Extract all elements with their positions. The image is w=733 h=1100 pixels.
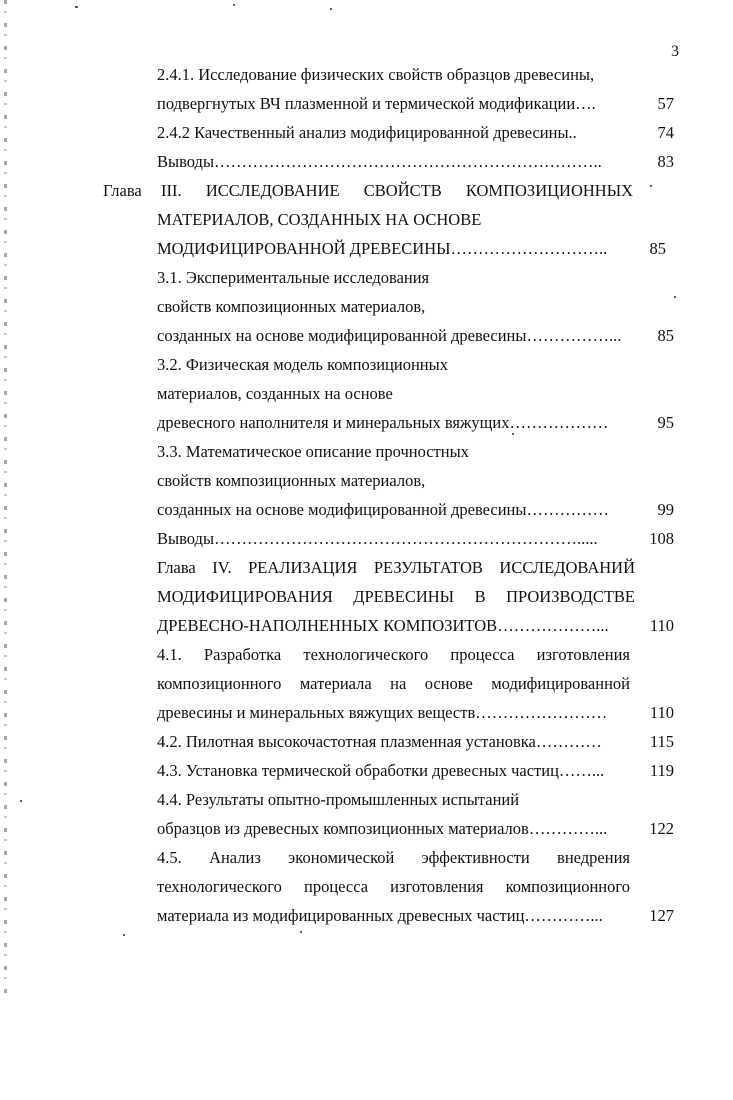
toc-entry-text: Выводы…………………………………………………………….. [157, 152, 602, 171]
toc-line [157, 495, 674, 524]
toc-entry-text: 4.3. Установка термической обработки древесных частиц……... [157, 761, 605, 780]
toc-entry-text: древесины и минеральных вяжущих веществ…………………… [157, 703, 608, 722]
toc-entry-text: технологического процесса изготовления композиционного [157, 877, 630, 896]
toc-page-number: 115 [649, 732, 674, 751]
toc-page-number: 74 [657, 123, 674, 142]
toc-entry-text: 4.2. Пилотная высокочастотная плазменная установка………… [157, 732, 602, 751]
scan-edge-artifact [4, 0, 7, 1000]
toc-entry-text: Глава IV. РЕАЛИЗАЦИЯ РЕЗУЛЬТАТОВ ИССЛЕДОВАНИЙ [157, 558, 635, 577]
toc-page-number: 108 [649, 529, 674, 548]
toc-line [157, 350, 635, 379]
toc-page-number: 110 [649, 616, 674, 635]
toc-entry-text: 3.1. Экспериментальные исследования [157, 268, 430, 287]
toc-line [157, 640, 630, 669]
toc-entry-text: 4.5. Анализ экономической эффективности внедрения [157, 848, 630, 867]
toc-line [157, 466, 635, 495]
toc-entry-text: III. ИССЛЕДОВАНИЕ СВОЙСТВ КОМПОЗИЦИОННЫХ [161, 181, 633, 200]
toc-entry-text: материалов, созданных на основе [157, 384, 393, 403]
toc-entry-text: 2.4.1. Исследование физических свойств образцов древесины, [157, 65, 595, 84]
toc-entry-text: подвергнутых ВЧ плазменной и термической модификации…. [157, 94, 596, 113]
toc-line [157, 321, 674, 350]
toc-page-number: 99 [657, 500, 674, 519]
chapter-label: Глава [103, 181, 142, 200]
toc-line [157, 756, 674, 785]
toc-line [157, 147, 674, 176]
toc-entry-text: материала из модифицированных древесных частиц…………... [157, 906, 603, 925]
toc-line [157, 698, 674, 727]
toc-entry-text: 4.4. Результаты опытно-промышленных испытаний [157, 790, 520, 809]
toc-line [157, 408, 674, 437]
toc-line [157, 234, 674, 263]
toc-page-number: 110 [649, 703, 674, 722]
toc-entry-text: МОДИФИЦИРОВАНИЯ ДРЕВЕСИНЫ В ПРОИЗВОДСТВЕ [157, 587, 635, 606]
toc-line [157, 727, 674, 756]
toc-page-number: 119 [649, 761, 674, 780]
toc-entry-text: 3.3. Математическое описание прочностных [157, 442, 469, 461]
toc-line [157, 379, 635, 408]
toc-page-number: 95 [657, 413, 674, 432]
toc-line [157, 785, 635, 814]
toc-line [157, 89, 674, 118]
toc-entry-text: 2.4.2 Качественный анализ модифицированной древесины.. [157, 123, 577, 142]
toc-line [157, 611, 674, 640]
toc-line [157, 669, 630, 698]
toc-page-number: 85 [657, 326, 674, 345]
toc-line [157, 872, 630, 901]
toc-chapter-line [157, 553, 635, 582]
toc-page-number: 127 [649, 906, 674, 925]
toc-line [157, 205, 635, 234]
toc-entry-text: свойств композиционных материалов, [157, 297, 426, 316]
toc-entry-text: созданных на основе модифицированной древесины……………... [157, 326, 622, 345]
toc-line [157, 60, 635, 89]
toc-entry-text: МОДИФИЦИРОВАННОЙ ДРЕВЕСИНЫ……………………….. [157, 239, 608, 258]
toc-page-number: 85 [649, 239, 666, 258]
toc-entry-text: 4.1. Разработка технологического процесса изготовления [157, 645, 630, 664]
toc-entry-text: ДРЕВЕСНО-НАПОЛНЕННЫХ КОМПОЗИТОВ………………... [157, 616, 609, 635]
toc-line [157, 814, 674, 843]
toc-line [157, 437, 635, 466]
toc-page-number: 57 [657, 94, 674, 113]
toc-entry-text: образцов из древесных композиционных материалов…………... [157, 819, 608, 838]
page-number: 3 [671, 43, 679, 60]
toc-line [157, 118, 674, 147]
toc-entry-text: МАТЕРИАЛОВ, СОЗДАННЫХ НА ОСНОВЕ [157, 210, 482, 229]
toc-line [157, 843, 630, 872]
toc-page-number: 83 [657, 152, 674, 171]
toc-entry-text: созданных на основе модифицированной древесины…………… [157, 500, 609, 519]
toc-line [157, 901, 674, 930]
toc-line [157, 292, 635, 321]
toc-line [157, 263, 635, 292]
toc-line [157, 524, 674, 553]
toc-entry-text: композиционного материала на основе модифицированной [157, 674, 630, 693]
toc-entry-text: 3.2. Физическая модель композиционных [157, 355, 448, 374]
toc-entry-text: Выводы…………………………………………………………..... [157, 529, 598, 548]
toc-line [157, 582, 635, 611]
toc-entry-text: древесного наполнителя и минеральных вяжущих……………… [157, 413, 609, 432]
toc-page-number: 122 [649, 819, 674, 838]
toc-chapter-line [103, 176, 633, 205]
toc-entry-text: свойств композиционных материалов, [157, 471, 426, 490]
